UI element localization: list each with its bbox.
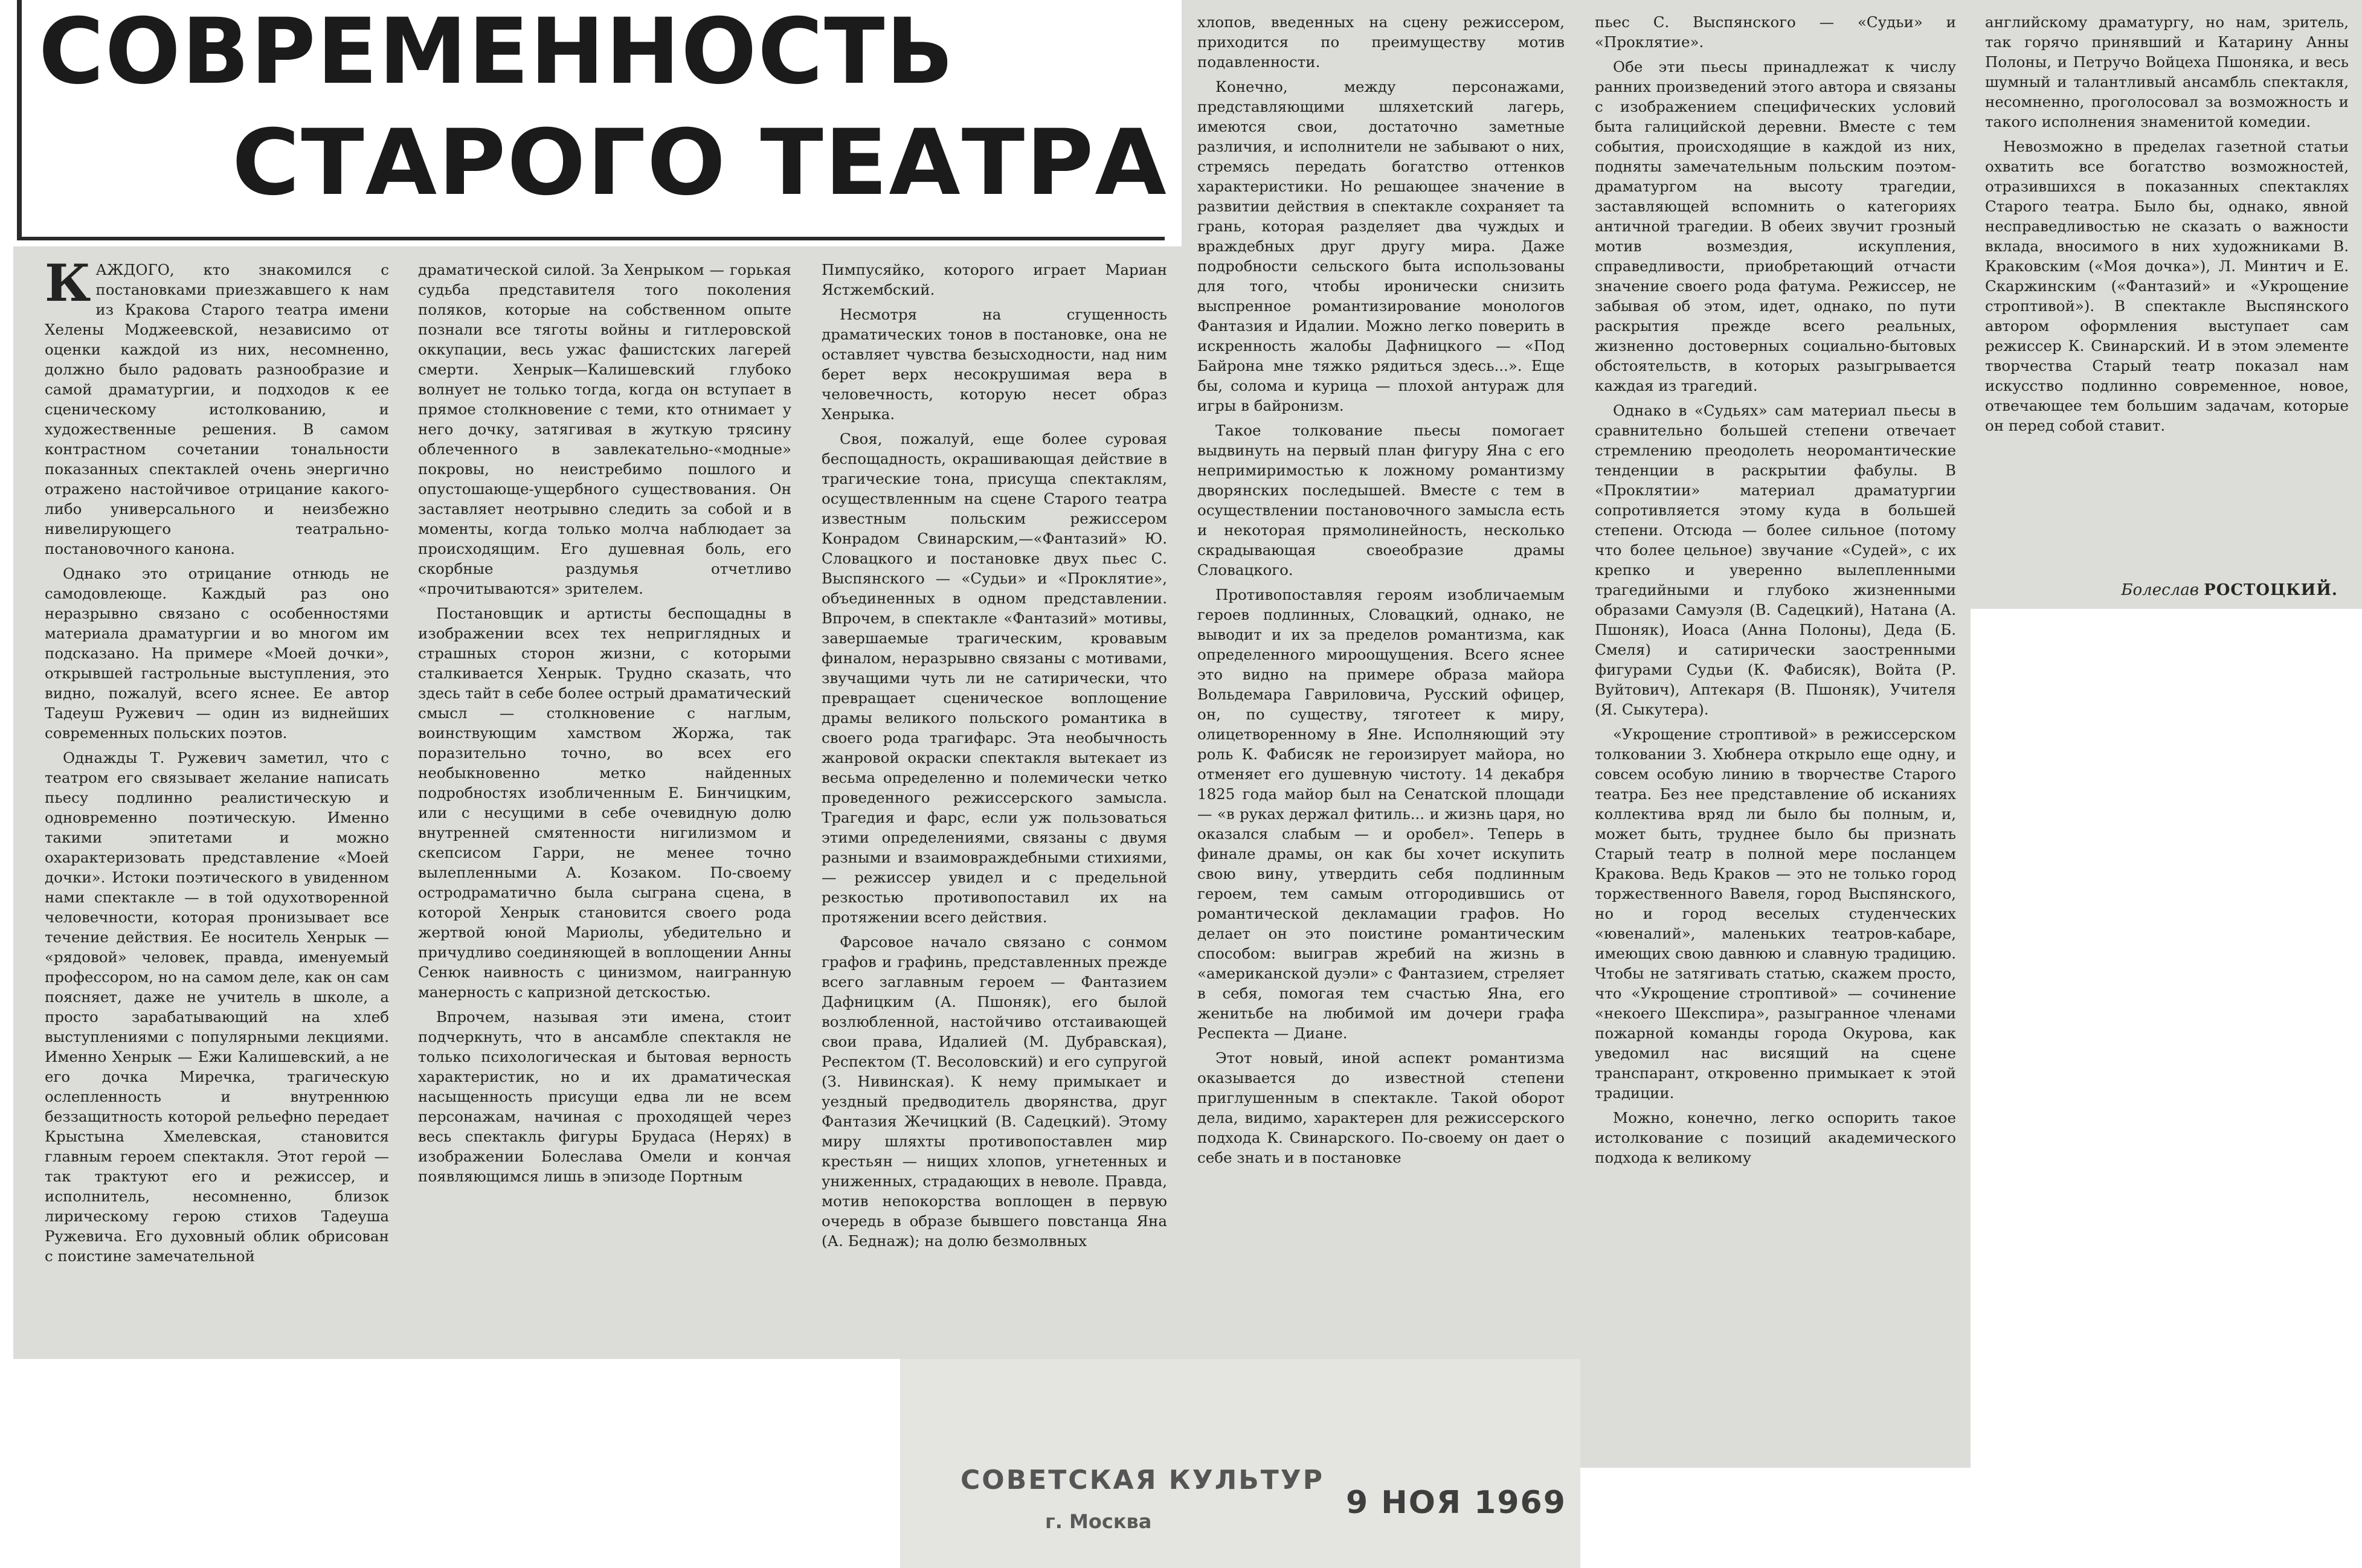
paragraph: хлопов, введенных на сцену режиссером, приходится по преимуществу мотив подавленности. xyxy=(1197,13,1565,71)
article-column-4 xyxy=(1182,0,1580,1359)
paragraph: Постановщик и артисты беспощадны в изображении всех тех неприглядных и страшных сторон жизни, с которыми сталкивается Хенрык. Трудно сказать, что здесь тайт в себе более острый драматический смысл — столкновение с наглым, воинствующим хамством Жоржа, так поразительно точно, во всех его необыкновенно метко найденных подробностях изобличенным Е. Бинчицким, или с несущими в себе очевидную долю внутренней смятенности нигилизмом и скепсисом Гарри, не менее точно вылепленными А. Козаком. По-своему остродраматично была сыграна сцена, в которой Хенрык становится своего рода жертвой юной Мариолы, убедительно и причудливо соединяющей в воплощении Анны Сенюк наивность с цинизмом, наигранную манерность с капризной детскостью. xyxy=(418,605,791,1001)
author-first-name: Болеслав xyxy=(2121,581,2199,599)
newspaper-stamp-strip xyxy=(900,1359,1580,1568)
article-column-5 xyxy=(1580,0,1971,1468)
paragraph: «Укрощение строптивой» в режиссерском толковании З. Хюбнера открыло еще одну, и совсем особую линию в творчестве Старого театра. Без нее представление об исканиях коллектива вряд ли было бы полным, и, может быть, труднее было бы признать Старый театр в полной мере посланцем Кракова. Ведь Краков — это не только город торжественного Вавеля, город Выспянского, но и город веселых студенческих «ювеналий», маленьких театров-кабаре, имеющих свою давнюю и славную традицию. Чтобы не затягивать статью, скажем просто, что «Укрощение строптивой» — сочинение «некоего Шекспира», разыгранное членами пожарной команды города Окурова, как уведомил нас висящий на сцене транспарант, откровенно примыкает к этой традиции. xyxy=(1595,725,1956,1102)
paragraph: пьес С. Выспянского — «Судьи» и «Проклятие». xyxy=(1595,13,1956,51)
article-column-3 xyxy=(807,246,1182,1359)
paragraph: Впрочем, называя эти имена, стоит подчеркнуть, что в ансамбле спектакля не только психологическая и бытовая верность характеристик, но и их драматическая насыщенность присущи едва ли не всем персонажам, начиная с проходящей через весь спектакль фигуры Брудаса (Нерях) в изображении Болеслава Омели и кончая появляющимся лишь в эпизоде Портным xyxy=(418,1008,791,1185)
paragraph: Обе эти пьесы принадлежат к числу ранних произведений этого автора и связаны с изображением специфических условий быта галицийской деревни. Вместе с тем события, происходящие в каждой из них, подняты замечательным польским поэтом-драматургом на высоту трагедии, заставляющей вспомнить о категориях античной трагедии. В обеих звучит грозный мотив возмездия, искупления, справедливости, приобретающий отчасти значение своего рода фатума. Режиссер, не забывая об этом, идет, однако, по пути раскрытия прежде всего реальных, жизненно достоверных социально-бытовых обстоятельств, в которых разыгрывается каждая из трагедий. xyxy=(1595,58,1956,394)
date-stamp: 9 НОЯ 1969 xyxy=(1346,1485,1566,1521)
paragraph: Такое толкование пьесы помогает выдвинуть на первый план фигуру Яна с его непримиримостью к ложному романтизму дворянских последышей. Вместе с тем в осуществлении постановочного замысла есть и некоторая прямолинейность, несколько скрадывающая своеобразие драмы Словацкого. xyxy=(1197,422,1565,579)
paragraph: Однако в «Судьях» сам материал пьесы в сравнительно большей степени отвечает стремлению преодолеть неоромантические тенденции в раскрытии фабулы. В «Проклятии» материал драматургии сопротивляется этому куда в большей степени. Отсюда — более сильное (потому что более цельное) звучание «Судей», с их крепко и уверенно вылепленными трагедийными и глубоко жизненными образами Самуэля (В. Садецкий), Натана (А. Пшоняк), Иоаса (Анна Полоны), Деда (Б. Смеля) и сатирически заостренными фигурами Судьи (К. Фабисяк), Войта (Р. Вуйтович), Аптекаря (В. Пшоняк), Учителя (Я. Сыкутера). xyxy=(1595,402,1956,718)
paragraph: Однако это отрицание отнюдь не самодовлеюще. Каждый раз оно неразрывно связано с особенностями материала драматургии и во многом им подсказано. На примере «Моей дочки», открывшей гастрольные выступления, это видно, пожалуй, всего яснее. Ее автор Тадеуш Ружевич — один из виднейших современных польских поэтов. xyxy=(45,565,389,742)
paragraph: Можно, конечно, легко оспорить такое истолкование с позиций академического подхода к великому xyxy=(1595,1109,1956,1166)
paragraph: Своя, пожалуй, еще более суровая беспощадность, окрашивающая действие в трагические тона, присуща спектаклям, осуществленным на сцене Старого театра известным польским режиссером Конрадом Свинарским,—«Фантазий» Ю. Словацкого и постановке двух пьес С. Выспянского — «Судьи» и «Проклятие», объединенных в одном представлении. Впрочем, в спектакле «Фантазий» мотивы, завершаемые трагическим, кровавым финалом, неразрывно связаны с мотивами, звучащими чуть ли не сатирически, что превращает сценическое воплощение драмы великого польского романтика в своего рода трагифарс. Эта необычность жанровой окраски спектакля вытекает из весьма определенно и полемически четко проведенного режиссерского замысла. Трагедия и фарс, если уж пользоваться этими определениями, связаны с двумя разными и взаимовраждебными стихиями, — режиссер увидел и с предельной резкостью противопоставил их на протяжении всего действия. xyxy=(822,430,1167,926)
paragraph: Невозможно в пределах газетной статьи охватить все богатство возможностей, отразившихся в показанных спектаклях Старого театра. Было бы, однако, явной несправедливостью не сказать о важности вклада, вносимого в них художниками В. Краковским («Моя дочка»), Л. Минтич и Е. Скаржинским («Фантазий» и «Укрощение строптивой»). В спектакле Выспянского автором оформления выступает сам режиссер К. Свинарский. И в этом элементе творчества Старый театр показал нам искусство подлинно современное, новое, отвечающее тем большим задачам, которые он перед собой ставит. xyxy=(1985,138,2349,434)
paragraph: драматической силой. За Хенрыком — горькая судьба представителя того поколения поляков, которые на собственном опыте познали все тяготы войны и гитлеровской оккупации, весь ужас фашистских лагерей смерти. Хенрык—Калишевский глубоко волнует не только тогда, когда он вступает в прямое столкновение с теми, кто отнимает у него дочку, затягивая в жуткую трясину облеченного в завлекательно-«модные» покровы, но неистребимо пошлого и опустошающе-ущербного существования. Он заставляет неотрывно следить за собой и в моменты, когда только молча наблюдает за происходящим. Его душевная боль, его скорбные раздумья отчетливо «прочитываются» зрителем. xyxy=(418,261,791,597)
paragraph: Однажды Т. Ружевич заметил, что с театром его связывает желание написать пьесу подлинно реалистическую и одновременно поэтическую. Именно такими эпитетами и можно охарактеризовать представление «Моей дочки». Истоки поэтического в увиденном нами спектакле — в той одухотворенной человечности, которая пронизывает все течение действия. Ее носитель Хенрык — «рядовой» человек, правда, именуемый профессором, но на самом деле, как он сам поясняет, даже не учитель в школе, а просто зарабатывающий на хлеб выступлениями с популярными лекциями. Именно Хенрык — Ежи Калишевский, а не его дочка Миречка, трагическую ослепленность и внутреннюю беззащитность которой рельефно передает Крыстына Хмелевская, становится главным героем спектакля. Этот герой — так трактуют его и режиссер, и исполнитель, несомненно, близок лирическому герою стихов Тадеуша Ружевича. Его духовный облик обрисован с поистине замечательной xyxy=(45,749,389,1265)
headline-left-rule xyxy=(17,0,22,240)
paragraph: Конечно, между персонажами, представляющими шляхетский лагерь, имеются свои, достаточно заметные различия, и исполнители не забывают о них, стремясь передать богатство оттенков характеристики. Но решающее значение в развитии действия в спектакле сохраняет та грань, которая разделяет два чуждых и враждебных друг другу мира. Даже подробности сельского быта использованы для того, чтобы иронически снизить выспренное романтизирование монологов Фантазия и Идалии. Можно легко поверить в искренность жалобы Дафницкого — «Под Байрона мне тяжко рядиться здесь...». Еще бы, солома и курица — плохой антураж для игры в байронизм. xyxy=(1197,78,1565,414)
paragraph: Фарсовое начало связано с сонмом графов и графинь, представленных прежде всего заглавным героем — Фантазием Дафницким (А. Пшоняк), его былой возлюбленной, настойчиво отстаивающей свои права, Идалией (М. Дубравская), Респектом (Т. Весоловский) и его супругой (З. Нивинская). К нему примыкает и уездный предводитель дворянства, друг Фантазия Жечицкий (В. Садецкий). Этому миру шляхты противопоставлен мир крестьян — нищих хлопов, угнетенных и униженных, страдающих в неволе. Правда, мотив непокорства воплощен в первую очередь в образе бывшего повстанца Яна (А. Беднаж); на долю безмолвных xyxy=(822,933,1167,1250)
author-signature xyxy=(2121,581,2338,599)
article-column-6 xyxy=(1971,0,2362,609)
paragraph: Противопоставляя героям изобличаемым героев подлинных, Словацкий, однако, не выводит и их за пределов романтизма, как определенного мироощущения. Всего яснее это видно на примере образа майора Вольдемара Гавриловича, Русский офицер, он, по существу, тяготеет к миру, олицетворенному в Яне. Исполняющий эту роль К. Фабисяк не героизирует майора, но отменяет его душевную чистоту. 14 декабря 1825 года майор был на Сенатской площади — «в руках держал фитиль... и жизнь царя, но оказался слабым — и оробел». Теперь в финале драмы, он как бы хочет искупить свою вину, утвердить себя подлинным героем, тем самым отгородившись от романтической декламации графов. Но делает он это поистине романтическим способом: выиграв жребий на жизнь в «американской дуэли» с Фантазием, стреляет в себя, помогая тем счастью Яна, его женитьбе на любимой им дочери графа Респекта — Диане. xyxy=(1197,586,1565,1042)
headline-bottom-rule xyxy=(17,237,1165,240)
article-column-2 xyxy=(402,246,807,1359)
paragraph: Этот новый, иной аспект романтизма оказывается до известной степени приглушенным в спектакле. Такой оборот дела, видимо, характерен для режиссерского подхода К. Свинарского. По-своему он дает о себе знать и в постановке xyxy=(1197,1049,1565,1166)
paragraph: английскому драматургу, но нам, зритель, так горячо принявший и Катарину Анны Полоны, и Петручо Войцеха Пшоняка, и весь шумный и талантливый ансамбль спектакля, несомненно, проголосовал за возможность и такого исполнения знаменитой комедии. xyxy=(1985,13,2349,130)
paragraph: Несмотря на сгущенность драматических тонов в постановке, она не оставляет чувства безысходности, над ним берет верх несокрушимая вера в человечность, которую несет образ Хенрыка. xyxy=(822,306,1167,423)
author-last-name: РОСТОЦКИЙ. xyxy=(2204,581,2338,599)
paragraph: АЖДОГО, кто знакомился с постановками приезжавшего к нам из Кракова Старого театра имени Хелены Моджеевской, независимо от оценки каждой из них, несомненно, должно было радовать разнообразие и самой драматургии, и подходов к ее сценическому истолкованию, и художественные решения. В самом контрастном сочетании тональности показанных спектаклей очень энергично отражено настойчивое отрицание какого-либо универсального и неизбежно нивелирующего театрально-постановочного канона. xyxy=(45,261,389,557)
headline-line-1: СОВРЕМЕННОСТЬ xyxy=(39,0,955,104)
headline-line-2: СТАРОГО ТЕАТРА xyxy=(232,111,1168,216)
newspaper-name-stamp: СОВЕТСКАЯ КУЛЬТУР xyxy=(961,1465,1324,1496)
paragraph: Пимпусяйко, которого играет Мариан Ястжембский. xyxy=(822,261,1167,298)
dropcap: К xyxy=(45,253,91,313)
article-column-1 xyxy=(13,246,402,1359)
city-stamp: г. Москва xyxy=(1045,1510,1152,1533)
